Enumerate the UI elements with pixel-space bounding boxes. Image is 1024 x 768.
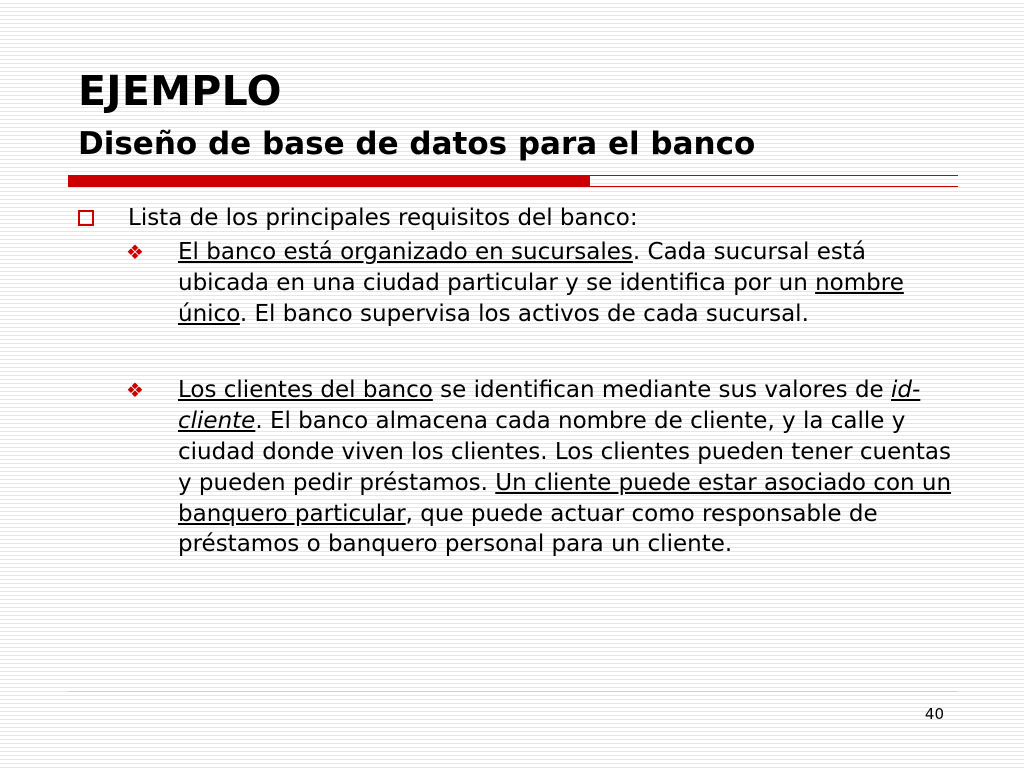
underlined-text: nombre único xyxy=(178,269,904,327)
bullet-level-1-text: Lista de los principales requisitos del banco: xyxy=(128,205,638,231)
sub-bullet-sucursales xyxy=(126,237,953,329)
body-text: . El banco almacena cada nombre de cliente, y la calle y ciudad donde viven los clientes. Los clientes pueden tener cuentas y pueden pedir préstamos. xyxy=(178,408,951,496)
body-text: . Cada sucursal está ubicada en una ciudad particular y se identifica por un xyxy=(178,239,866,296)
title-underline-thin-top xyxy=(590,175,958,176)
underlined-text: Los clientes del banco xyxy=(178,377,433,404)
checkbox-icon xyxy=(78,210,94,226)
slide-body xyxy=(78,203,958,560)
underlined-text: Un cliente puede estar asociado con un banquero particular xyxy=(178,469,952,527)
body-text: , que puede actuar como responsable de préstamos o banquero personal para un cliente. xyxy=(178,500,878,558)
diamond-bullet-icon: ❖ xyxy=(126,240,144,264)
bullet-level-1 xyxy=(78,203,958,233)
page-number: 40 xyxy=(924,705,944,723)
title-underline-thin-bottom xyxy=(590,186,958,187)
slide-title: EJEMPLO xyxy=(78,67,282,115)
diamond-bullet-icon: ❖ xyxy=(126,378,144,403)
sub-bullet-clientes xyxy=(126,375,953,560)
underlined-text: El banco está organizado en sucursales xyxy=(178,239,633,265)
body-text: . El banco supervisa los activos de cada sucursal. xyxy=(239,300,809,327)
body-text: se identifican mediante sus valores de xyxy=(432,377,892,404)
footer-divider xyxy=(68,691,958,692)
underlined-italic-text: id-cliente xyxy=(178,377,921,435)
title-underline-bar xyxy=(68,175,590,187)
slide-subtitle: Diseño de base de datos para el banco xyxy=(78,126,756,162)
